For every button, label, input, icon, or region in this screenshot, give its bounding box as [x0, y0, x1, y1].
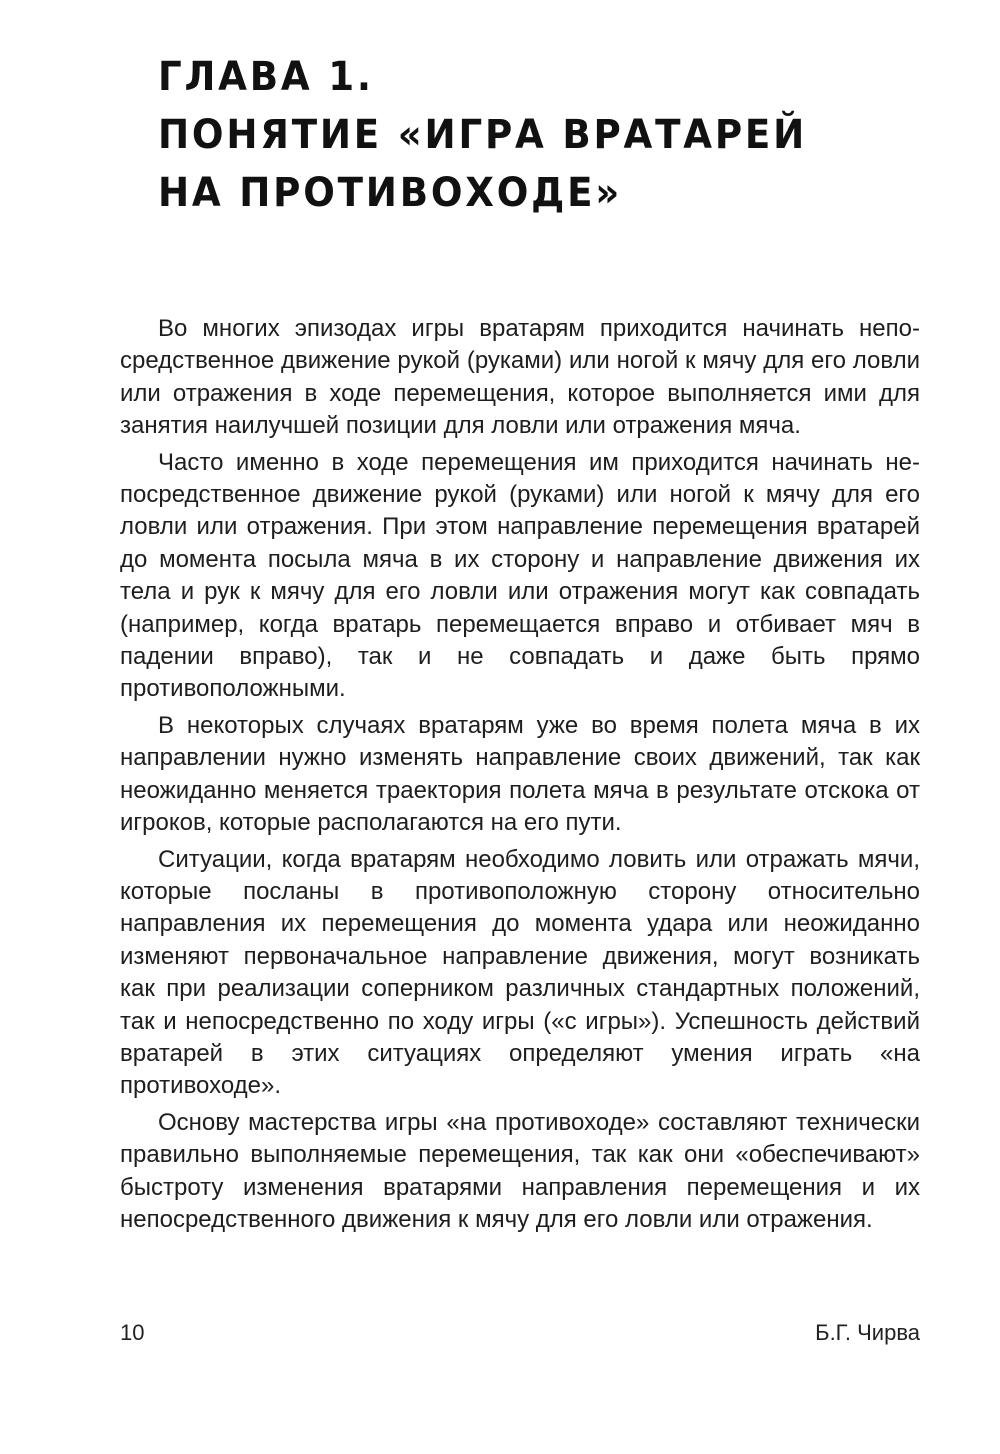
paragraph-4: Ситуации, когда вратарям необходимо ловить или отражать мячи, которые посланы в противоположную сторону относительно направления их перемещения до момента удара или неожиданно изменяют первоначальное направление движения, могут возникать как при реализации соперником различных стандартных положений, так и непосредственно по ходу игры («с игры»). Успешность действий вратарей в этих ситуациях определяют умения играть «на противоходе».: [120, 845, 920, 1100]
chapter-title-line-3: НА ПРОТИВОХОДЕ»: [158, 170, 623, 216]
page-number: 10: [120, 1320, 145, 1345]
paragraph-2: Часто именно в ходе перемещения им приходится начинать непосредственное движение рукой (руками) или ногой к мячу для его ловли или отражения. При этом направление перемещения вратарей до момента посыла мяча в их сторону и направление движения их тела и рук к мячу для его ловли или отражения могут как совпадать (например, когда вратарь перемещается вправо и отбивает мяч в падении вправо), так и не совпадать и даже быть прямо противоположными.: [120, 448, 920, 703]
chapter-title-line-2: ПОНЯТИЕ «ИГРА ВРАТАРЕЙ: [158, 112, 808, 158]
paragraph-3: В некоторых случаях вратарям уже во время полета мяча в их направлении нужно изменять направление своих движений, так как неожиданно меняется траектория полета мяча в результате отскока от игроков, которые располагаются на его пути.: [120, 711, 920, 837]
page-footer: [120, 1320, 920, 1350]
paragraph-5: Основу мастерства игры «на противоходе» составляют технически правильно выполняемые перемещения, так как они «обеспечивают» быстроту изменения вратарями направления перемещения и их непосредственного движения к мячу для его ловли или отражения.: [120, 1108, 920, 1233]
author-name: Б.Г. Чирва: [815, 1320, 920, 1345]
chapter-title: [158, 48, 883, 222]
body-text: [120, 313, 920, 1240]
paragraph-1: Во многих эпизодах игры вратарям приходится начинать непосредственное движение рукой (руками) или ногой к мячу для его ловли или отражения в ходе перемещения, которое выполняется ими для занятия наилучшей позиции для ловли или отражения мяча.: [120, 315, 920, 440]
chapter-title-line-1: ГЛАВА 1.: [158, 54, 374, 100]
